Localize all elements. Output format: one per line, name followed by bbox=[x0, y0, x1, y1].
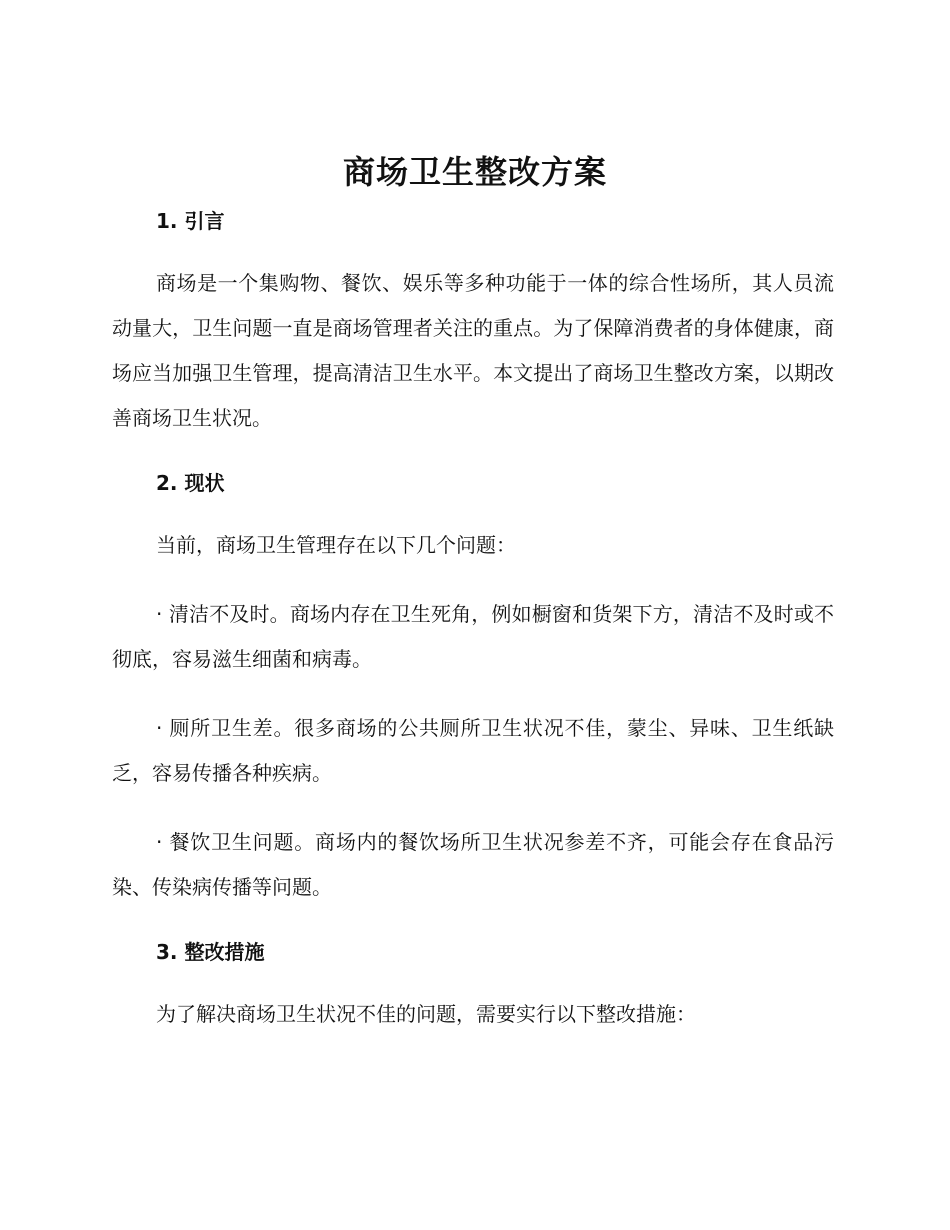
document-title: 商场卫生整改方案 bbox=[342, 153, 607, 191]
section-heading-status: 2. 现状 bbox=[156, 471, 225, 495]
paragraph-measures-lead: 为了解决商场卫生状况不佳的问题，需要实行以下整改措施： bbox=[156, 1002, 696, 1026]
document-body bbox=[112, 203, 834, 1061]
paragraph-status-lead: 当前，商场卫生管理存在以下几个问题： bbox=[156, 533, 516, 557]
section-heading-measures: 3. 整改措施 bbox=[156, 940, 265, 964]
paragraph-status-dining: · 餐饮卫生问题。商场内的餐饮场所卫生状况参差不齐，可能会存在食品污染、传染病传播等问题。 bbox=[112, 830, 834, 899]
paragraph-status-cleaning: · 清洁不及时。商场内存在卫生死角，例如橱窗和货架下方，清洁不及时或不彻底，容易滋生细菌和病毒。 bbox=[112, 602, 834, 671]
paragraph-status-toilets: · 厕所卫生差。很多商场的公共厕所卫生状况不佳，蒙尘、异味、卫生纸缺乏，容易传播各种疾病。 bbox=[112, 716, 834, 785]
paragraph-intro: 商场是一个集购物、餐饮、娱乐等多种功能于一体的综合性场所，其人员流动量大，卫生问题一直是商场管理者关注的重点。为了保障消费者的身体健康，商场应当加强卫生管理，提高清洁卫生水平。本文提出了商场卫生整改方案，以期改善商场卫生状况。 bbox=[112, 271, 834, 430]
section-heading-intro: 1. 引言 bbox=[156, 209, 225, 233]
